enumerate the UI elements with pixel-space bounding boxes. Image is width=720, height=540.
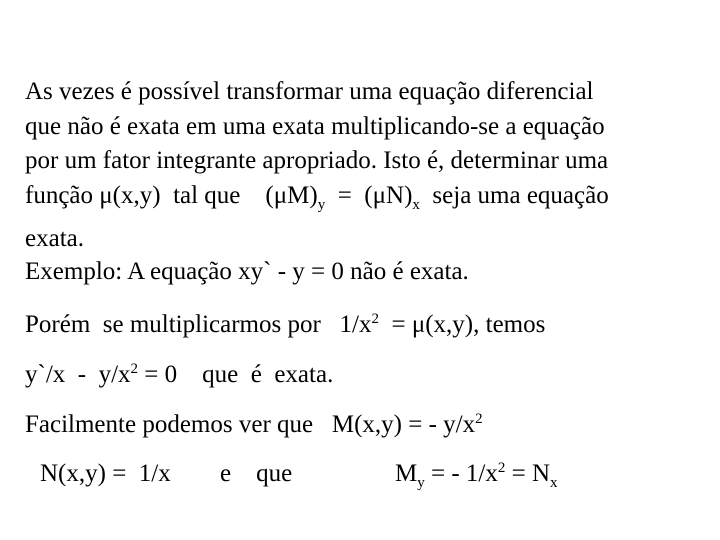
example-line: Exemplo: A equação xy` - y = 0 não é exata.	[25, 258, 469, 285]
intro-line-4	[25, 179, 705, 223]
intro-paragraph	[25, 75, 705, 257]
intro-line-4-mid: = (μN)	[325, 181, 413, 209]
result-prefix: y`/x - y/x	[25, 361, 131, 388]
multiply-exponent: 2	[371, 311, 379, 327]
multiply-prefix: Porém se multiplicarmos por 1/x	[25, 311, 372, 338]
intro-line-4-suffix: seja uma equação	[419, 181, 609, 209]
multiply-suffix: = μ(x,y), temos	[378, 311, 546, 338]
subscript-y: y	[317, 196, 326, 213]
intro-line-4-prefix: função μ(x,y) tal que (μM)	[25, 181, 318, 209]
easy-exponent: 2	[475, 411, 483, 427]
easy-line	[25, 411, 483, 439]
final-n-subscript: x	[550, 475, 558, 491]
final-n-def: N(x,y) = 1/x	[40, 460, 171, 487]
intro-line-3: por um fator integrante apropriado. Isto é, determinar uma	[25, 147, 609, 174]
subscript-x: x	[412, 196, 420, 213]
final-eq: = N	[505, 460, 551, 487]
final-mid: = - 1/x	[424, 460, 498, 487]
intro-line-2: que não é exata em uma exata multiplicando-se a equação	[25, 112, 605, 140]
final-m: M	[395, 460, 418, 487]
result-suffix: = 0 que é exata.	[138, 361, 334, 388]
easy-prefix: Facilmente podemos ver que M(x,y) = - y/x	[25, 411, 476, 438]
result-line	[25, 361, 333, 389]
intro-line-1: As vezes é possível transformar uma equação diferencial	[25, 78, 594, 105]
final-derivative-line	[395, 460, 558, 492]
final-exponent: 2	[497, 460, 506, 476]
final-connector: e que	[220, 460, 293, 487]
multiply-line	[25, 311, 545, 339]
final-m-subscript: y	[417, 475, 425, 491]
result-exponent: 2	[130, 361, 139, 377]
intro-line-5: exata.	[25, 225, 84, 252]
